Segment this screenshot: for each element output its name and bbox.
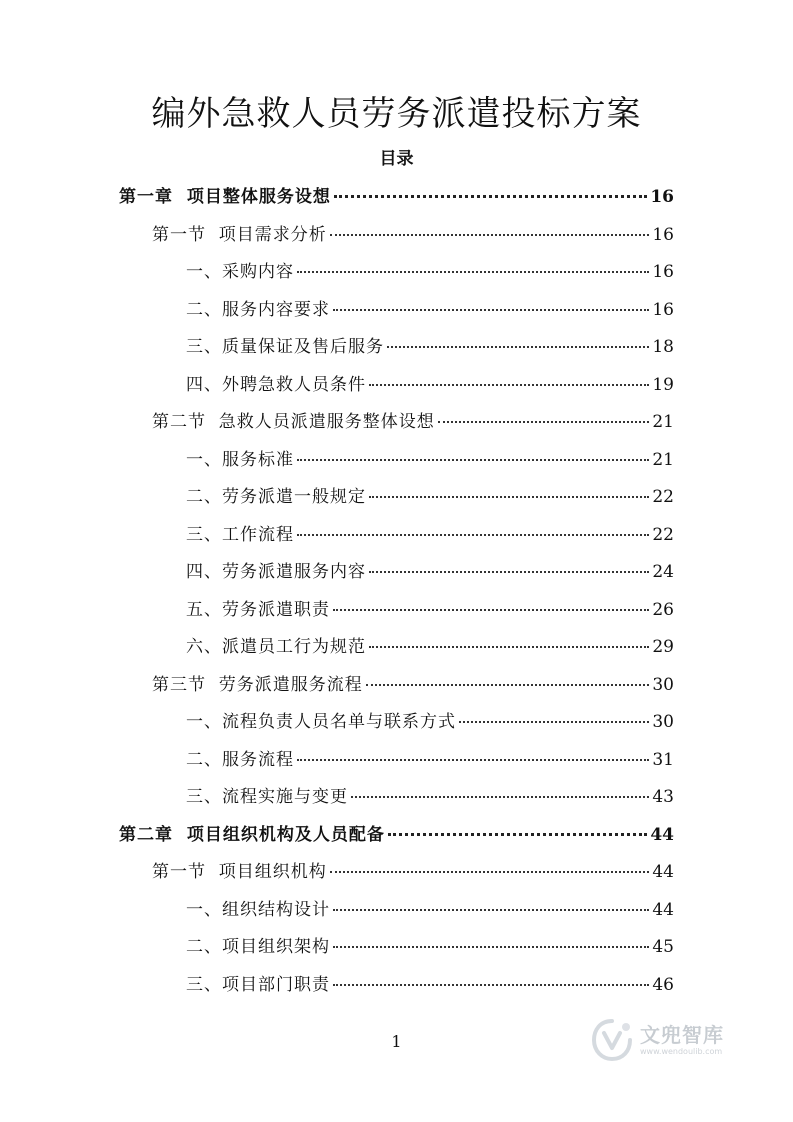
toc-entry[interactable] [186,704,674,742]
toc-dot-leader [330,870,649,873]
toc-entry-label: 一、组织结构设计 [186,899,330,920]
toc-dot-leader [333,945,649,948]
toc-entry[interactable] [186,629,674,667]
toc-entry-label: 第三节 劳务派遣服务流程 [152,674,363,695]
toc-entry-label: 二、劳务派遣一般规定 [186,487,366,507]
toc-dot-leader [297,533,649,536]
toc-entry-page: 44 [652,862,674,882]
toc-dot-leader [334,194,647,198]
toc-entry[interactable] [152,667,674,705]
toc-entry-label: 四、外聘急救人员条件 [186,374,366,395]
toc-entry-page: 29 [652,637,674,657]
toc-entry[interactable] [186,442,674,480]
table-of-contents [0,179,793,1004]
toc-dot-leader [366,683,649,686]
toc-entry-page: 46 [652,974,674,995]
watermark-domain: www.wendoulib.com [640,1046,723,1056]
toc-entry[interactable] [186,929,674,967]
toc-entry-label: 第一节 项目组织机构 [152,862,327,882]
toc-entry[interactable] [186,479,674,517]
toc-dot-leader [297,270,649,273]
toc-dot-leader [297,458,649,461]
document-title: 编外急救人员劳务派遣投标方案 [151,94,642,134]
toc-entry-page: 30 [652,712,674,732]
toc-entry[interactable] [186,329,674,367]
toc-dot-leader [330,233,649,236]
toc-entry-label: 三、流程实施与变更 [186,787,348,807]
toc-entry[interactable] [119,179,674,217]
toc-entry[interactable] [186,554,674,592]
toc-dot-leader [333,308,649,311]
toc-entry[interactable] [186,517,674,555]
toc-entry-page: 30 [652,674,674,695]
toc-entry[interactable] [186,292,674,330]
toc-entry-label: 第二章 项目组织机构及人员配备 [119,824,385,845]
toc-dot-leader [369,383,649,386]
wendou-logo-icon [590,1018,634,1062]
toc-dot-leader [388,832,647,836]
toc-entry-label: 一、采购内容 [186,262,294,282]
toc-entry-label: 二、服务内容要求 [186,299,330,320]
toc-entry[interactable] [152,217,674,255]
toc-dot-leader [369,570,649,573]
toc-entry[interactable] [186,592,674,630]
toc-entry-label: 第二节 急救人员派遣服务整体设想 [152,412,435,432]
toc-entry-label: 二、项目组织架构 [186,937,330,957]
toc-dot-leader [369,645,649,648]
toc-entry-page: 43 [652,787,674,807]
toc-entry-page: 16 [652,224,674,245]
toc-entry-label: 第一节 项目需求分析 [152,224,327,245]
toc-entry-page: 44 [652,899,674,920]
toc-entry-page: 16 [650,187,674,207]
toc-dot-leader [351,795,649,798]
toc-dot-leader [333,983,649,986]
toc-entry-label: 五、劳务派遣职责 [186,599,330,620]
toc-entry-label: 六、派遣员工行为规范 [186,637,366,657]
toc-entry[interactable] [119,817,674,855]
toc-entry[interactable] [186,892,674,930]
toc-entry-label: 一、服务标准 [186,449,294,470]
toc-entry-page: 22 [652,487,674,507]
toc-entry[interactable] [186,742,674,780]
toc-entry-page: 45 [652,937,674,957]
toc-entry-label: 一、流程负责人员名单与联系方式 [186,712,456,732]
toc-dot-leader [333,608,649,611]
toc-entry-label: 三、工作流程 [186,524,294,545]
toc-entry-page: 31 [652,749,674,770]
toc-entry-page: 24 [652,562,674,582]
toc-entry[interactable] [186,779,674,817]
toc-entry-page: 18 [652,337,674,357]
toc-heading: 目录 [379,149,414,169]
toc-dot-leader [369,495,649,498]
toc-entry-page: 21 [652,449,674,470]
watermark [590,1018,724,1062]
toc-dot-leader [459,720,649,723]
toc-entry-page: 19 [652,374,674,395]
toc-entry-page: 44 [650,824,674,845]
toc-entry[interactable] [152,854,674,892]
toc-entry[interactable] [186,967,674,1005]
toc-entry-label: 二、服务流程 [186,749,294,770]
toc-dot-leader [438,420,649,423]
toc-entry-label: 三、质量保证及售后服务 [186,337,384,357]
toc-entry-label: 三、项目部门职责 [186,974,330,995]
toc-entry[interactable] [186,367,674,405]
watermark-name: 文兜智库 [640,1022,724,1047]
toc-entry-page: 26 [652,599,674,620]
toc-entry[interactable] [152,404,674,442]
toc-entry-label: 第一章 项目整体服务设想 [119,187,331,207]
toc-entry-page: 16 [652,299,674,320]
toc-dot-leader [333,908,649,911]
toc-dot-leader [297,758,649,761]
toc-entry[interactable] [186,254,674,292]
toc-entry-page: 22 [652,524,674,545]
toc-entry-page: 16 [652,262,674,282]
toc-dot-leader [387,345,649,348]
toc-entry-page: 21 [652,412,674,432]
toc-entry-label: 四、劳务派遣服务内容 [186,562,366,582]
page-number: 1 [391,1032,402,1051]
